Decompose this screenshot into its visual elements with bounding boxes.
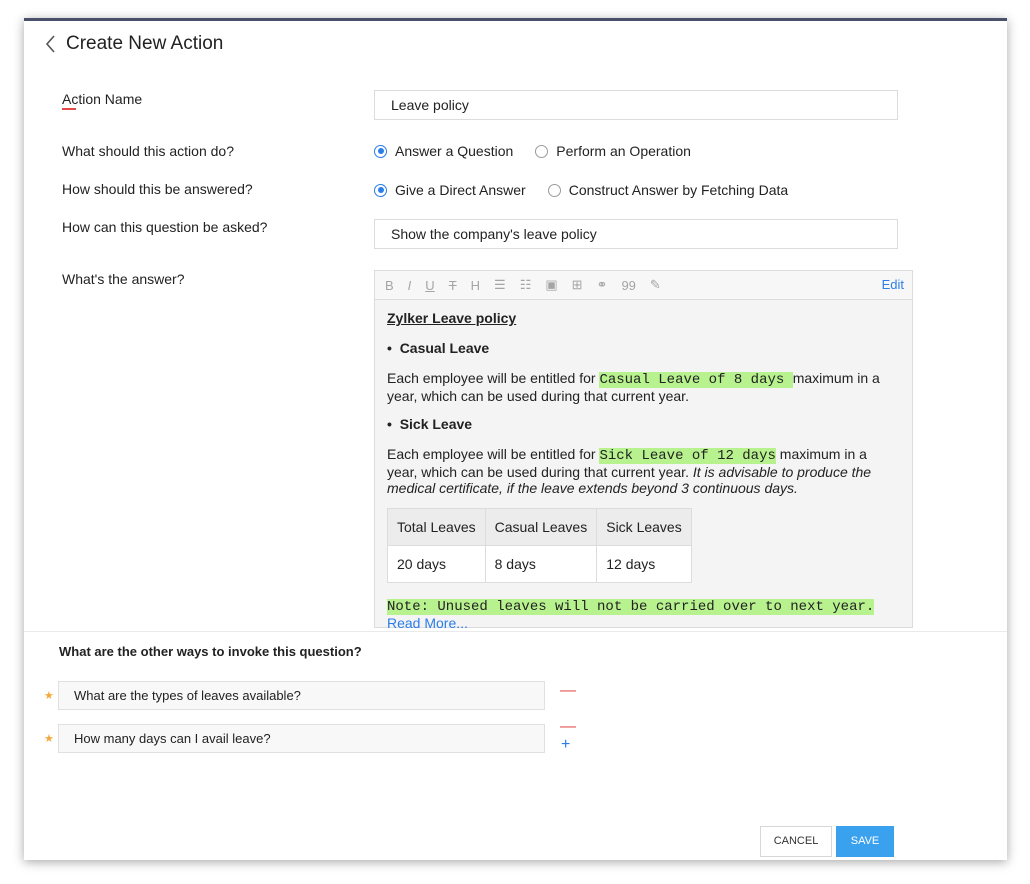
answer-label: What's the answer? (62, 271, 185, 287)
table-header-row (388, 509, 692, 546)
link-icon[interactable]: ⚭ (596, 277, 608, 292)
cancel-button[interactable]: CANCEL (760, 826, 832, 857)
answer-mode-label: How should this be answered? (62, 181, 253, 197)
section-heading: Casual Leave (399, 340, 490, 356)
create-action-window (24, 18, 1007, 860)
paragraph-text: Each employee will be entitled for (387, 446, 600, 462)
action-name-input[interactable]: Leave policy (374, 90, 898, 120)
radio-unselected-icon (535, 145, 548, 158)
table-cell: 12 days (597, 546, 691, 583)
answer-editor[interactable] (374, 270, 913, 631)
answer-mode-radio-group (374, 182, 810, 198)
radio-unselected-icon (548, 184, 561, 197)
table-header-cell: Casual Leaves (485, 509, 597, 546)
section-paragraph (387, 446, 900, 496)
table-cell: 8 days (485, 546, 597, 583)
radio-perform-operation-label: Perform an Operation (556, 143, 691, 159)
bullet-list-icon[interactable]: ☰ (494, 277, 506, 292)
radio-selected-icon (374, 184, 387, 197)
underline-icon[interactable]: U (425, 277, 435, 293)
radio-answer-question[interactable] (374, 143, 513, 159)
action-name-label-text: Action Name (62, 91, 142, 110)
action-type-label: What should this action do? (62, 143, 234, 159)
table-header-cell: Sick Leaves (597, 509, 691, 546)
radio-direct-answer-label: Give a Direct Answer (395, 182, 526, 198)
heading-icon[interactable]: H (470, 277, 481, 293)
divider (24, 631, 1007, 632)
clear-format-icon[interactable]: ✎ (649, 277, 661, 292)
paragraph-text: maximum in a year, which can be used during that current year. (387, 446, 867, 480)
radio-fetch-data-label: Construct Answer by Fetching Data (568, 182, 789, 198)
leave-table (387, 508, 692, 583)
remove-icon[interactable]: — (560, 682, 576, 699)
save-button[interactable]: SAVE (836, 826, 894, 857)
alt-question-input[interactable]: How many days can I avail leave? (58, 724, 545, 753)
table-header-cell: Total Leaves (388, 509, 486, 546)
italic-icon[interactable]: I (407, 277, 412, 293)
radio-perform-operation[interactable] (535, 143, 691, 159)
question-input[interactable]: Show the company's leave policy (374, 219, 898, 249)
table-cell: 20 days (388, 546, 486, 583)
table-row (388, 546, 692, 583)
radio-fetch-data[interactable] (548, 182, 788, 198)
note-text: Note: Unused leaves will not be carried over to next year. (387, 599, 875, 615)
quote-icon[interactable]: 99 (621, 277, 636, 293)
numbered-list-icon[interactable]: ☷ (519, 277, 532, 292)
table-icon[interactable]: ⊞ (571, 277, 583, 292)
add-icon[interactable]: + (561, 736, 571, 753)
radio-answer-question-label: Answer a Question (395, 143, 514, 159)
bold-icon[interactable]: B (385, 277, 394, 293)
paragraph-text: maximum in a year, which can be used during that current year. (387, 370, 880, 404)
highlighted-text: Sick Leave of 12 days (599, 448, 776, 464)
radio-selected-icon (374, 145, 387, 158)
bullet-heading: • Sick Leave (387, 416, 473, 432)
section-paragraph (387, 370, 900, 404)
bullet-heading: • Casual Leave (387, 340, 490, 356)
title-bar (42, 33, 223, 55)
read-more-link[interactable]: Read More... (387, 615, 468, 631)
highlighted-text: Casual Leave of 8 days (599, 372, 793, 388)
edit-link[interactable]: Edit (881, 277, 904, 292)
remove-icon[interactable]: — (560, 718, 576, 735)
question-label: How can this question be asked? (62, 219, 268, 235)
alt-question-input[interactable]: What are the types of leaves available? (58, 681, 545, 710)
action-name-label (62, 91, 142, 107)
image-icon[interactable]: ▣ (545, 277, 558, 292)
chevron-left-icon[interactable] (42, 33, 60, 55)
other-ways-title: What are the other ways to invoke this question? (59, 644, 362, 659)
action-type-radio-group (374, 143, 713, 159)
alt-question-row (44, 681, 545, 710)
radio-direct-answer[interactable] (374, 182, 526, 198)
paragraph-text: Each employee will be entitled for (387, 370, 600, 386)
alt-question-row (44, 724, 545, 753)
doc-title: Zylker Leave policy (387, 310, 517, 326)
italic-text: It is advisable to produce the medical certificate, if the leave extends beyond 3 continuous days. (387, 464, 872, 496)
required-star-icon: ★ (44, 690, 54, 702)
section-heading: Sick Leave (399, 416, 473, 432)
editor-content (375, 300, 912, 641)
editor-toolbar (375, 271, 912, 300)
required-star-icon: ★ (44, 733, 54, 745)
page-title: Create New Action (66, 33, 224, 54)
strikethrough-icon[interactable]: T (448, 277, 457, 293)
